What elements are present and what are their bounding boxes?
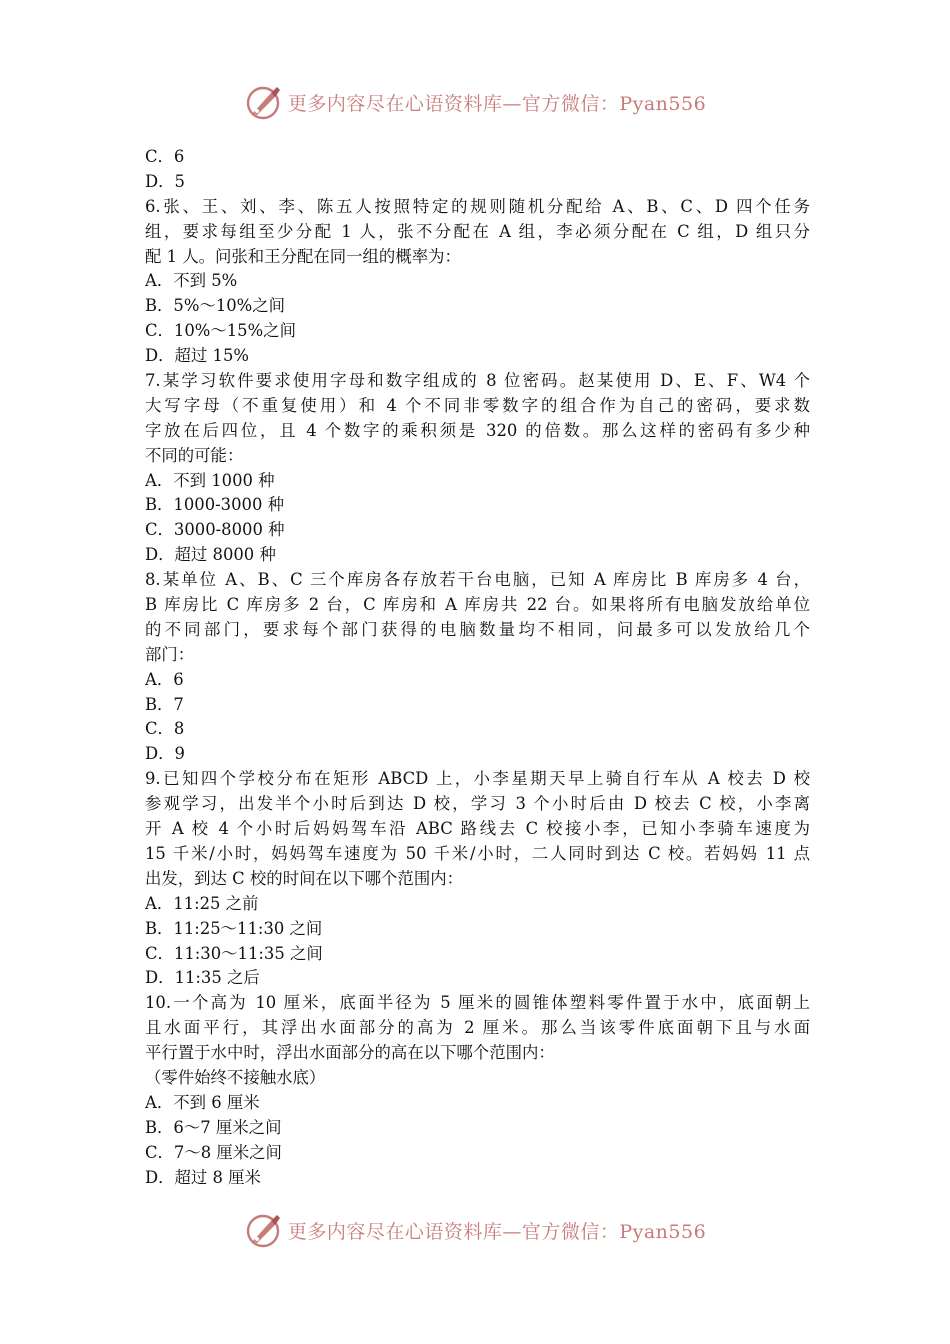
header-banner — [0, 82, 950, 122]
footer-banner — [0, 1210, 950, 1250]
option-line: C．8 — [145, 719, 185, 739]
option-line: D．11:35 之后 — [145, 968, 260, 988]
option-line: A．不到 5% — [145, 271, 238, 291]
option-line: C．7～8 厘米之间 — [145, 1142, 282, 1162]
question-line: 7.某学习软件要求使用字母和数字组成的 8 位密码。赵某使用 D、E、F、W4 个 — [145, 371, 810, 391]
option-line: C．11:30～11:35 之间 — [145, 943, 323, 963]
banner-text: 更多内容尽在心语资料库—官方微信：Pyan556 — [287, 92, 707, 115]
question-line: 10.一个高为 10 厘米，底面半径为 5 厘米的圆锥体塑料零件置于水中，底面朝上 — [145, 993, 810, 1013]
question-line: 9.已知四个学校分布在矩形 ABCD 上，小李星期天早上骑自行车从 A 校去 D 校 — [145, 769, 810, 789]
document-body — [145, 145, 810, 1190]
option-line: D．超过 15% — [145, 346, 249, 366]
question-line: 出发，到达 C 校的时间在以下哪个范围内： — [145, 868, 463, 888]
pen-nib-seal-icon — [244, 82, 284, 122]
question-line: 大写字母（不重复使用）和 4 个不同非零数字的组合作为自己的密码，要求数 — [145, 395, 810, 415]
option-line: A．11:25 之前 — [145, 893, 259, 913]
banner-text: 更多内容尽在心语资料库—官方微信：Pyan556 — [287, 1220, 707, 1243]
question-line: 不同的可能： — [145, 445, 244, 465]
question-line: 6.张、王、刘、李、陈五人按照特定的规则随机分配给 A、B、C、D 四个任务 — [145, 196, 810, 216]
question-line: 的不同部门，要求每个部门获得的电脑数量均不相同，问最多可以发放给几个 — [145, 619, 810, 639]
option-line: D．超过 8 厘米 — [145, 1167, 261, 1187]
option-line: A．不到 1000 种 — [145, 470, 275, 490]
question-line: 平行置于水中时，浮出水面部分的高在以下哪个范围内： — [145, 1043, 555, 1063]
option-line: D．5 — [145, 171, 185, 191]
option-line: C．3000-8000 种 — [145, 520, 285, 540]
question-line: 8.某单位 A、B、C 三个库房各存放若干台电脑，已知 A 库房比 B 库房多 4 台， — [145, 570, 810, 590]
option-line: C．10%～15%之间 — [145, 321, 296, 341]
question-line: 且水面平行，其浮出水面部分的高为 2 厘米。那么当该零件底面朝下且与水面 — [145, 1018, 810, 1038]
question-line: 字放在后四位，且 4 个数字的乘积须是 320 的倍数。那么这样的密码有多少种 — [145, 420, 810, 440]
question-line: 配 1 人。问张和王分配在同一组的概率为： — [145, 246, 461, 266]
pen-nib-seal-icon — [244, 1210, 284, 1250]
option-line: D．9 — [145, 744, 185, 764]
option-line: A．6 — [145, 669, 184, 689]
option-line: D．超过 8000 种 — [145, 545, 276, 565]
question-line: 开 A 校 4 个小时后妈妈驾车沿 ABC 路线去 C 校接小李，已知小李骑车速度为 — [145, 819, 810, 839]
option-line: B．7 — [145, 694, 184, 714]
question-line: 部门： — [145, 644, 195, 664]
question-line: 组，要求每组至少分配 1 人，张不分配在 A 组，李必须分配在 C 组，D 组只分 — [145, 221, 810, 241]
question-line: B 库房比 C 库房多 2 台，C 库房和 A 库房共 22 台。如果将所有电脑发放给单位 — [145, 595, 810, 615]
option-line: （零件始终不接触水底） — [145, 1067, 326, 1087]
option-line: B．5%～10%之间 — [145, 296, 286, 316]
option-line: C．6 — [145, 147, 185, 166]
option-line: A．不到 6 厘米 — [145, 1092, 260, 1112]
option-line: B．1000-3000 种 — [145, 495, 285, 515]
question-line: 参观学习，出发半个小时后到达 D 校，学习 3 个小时后由 D 校去 C 校，小李离 — [145, 794, 810, 814]
question-line: 15 千米/小时，妈妈驾车速度为 50 千米/小时，二人同时到达 C 校。若妈妈 11 点 — [145, 843, 810, 863]
option-line: B．11:25～11:30 之间 — [145, 918, 323, 938]
option-line: B．6～7 厘米之间 — [145, 1117, 282, 1137]
